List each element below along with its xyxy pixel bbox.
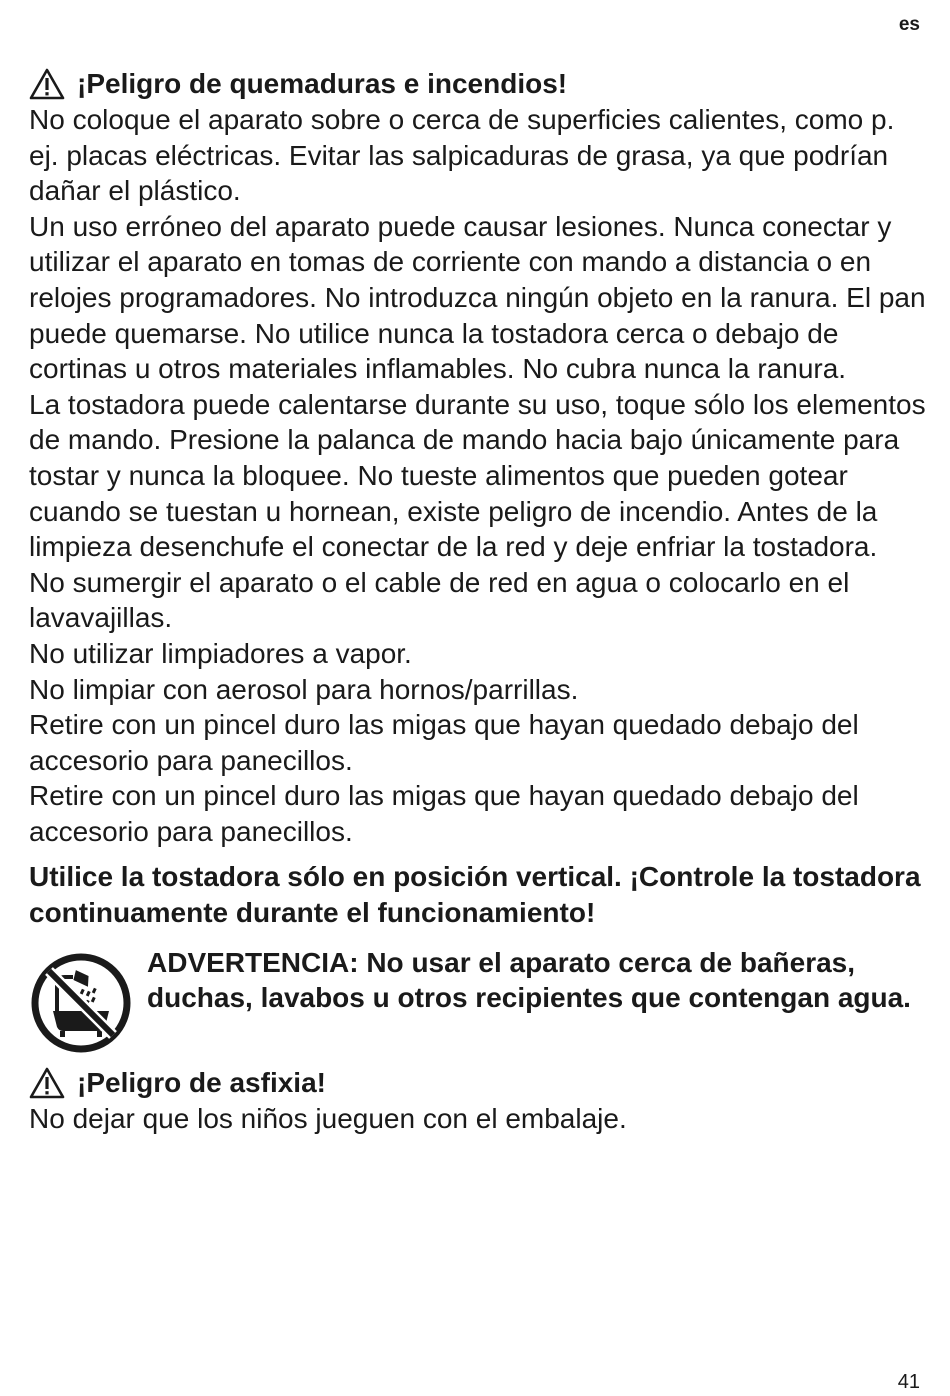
page-content <box>29 66 929 1136</box>
burn-paragraph-6: No limpiar con aerosol para hornos/parrillas. <box>29 673 579 705</box>
suffocation-heading-text: ¡Peligro de asfixia! <box>77 1066 326 1098</box>
suffocation-text: No dejar que los niños jueguen con el embalaje. <box>29 1102 627 1134</box>
burn-paragraph-7: Retire con un pincel duro las migas que hayan quedado debajo del accesorio para panecillos. <box>29 709 859 776</box>
warning-triangle-icon <box>29 1067 65 1099</box>
suffocation-section <box>29 1065 929 1137</box>
burn-paragraph-1: No coloque el aparato sobre o cerca de superficies calientes, como p. ej. placas eléctricas. Evitar las salpicaduras de grasa, ya que podrían dañar el plástico. <box>29 104 895 207</box>
water-warning-text: ADVERTENCIA: No usar el aparato cerca de bañeras, duchas, lavabos u otros recipientes que contengan agua. <box>147 946 911 1014</box>
suffocation-heading <box>29 1065 929 1101</box>
burn-paragraph-4: No sumergir el aparato o el cable de red en agua o colocarlo en el lavavajillas. <box>29 566 850 634</box>
burn-paragraph-2: Un uso erróneo del aparato puede causar lesiones. Nunca conectar y utilizar el aparato en tomas de corriente con mando a distancia o en relojes programadores. No introduzca ningún objeto en la ranura. El pan puede quemarse. No utilice nunca la tostadora cerca o debajo de cortinas u otros materiales inflamables. No cubra nunca la ranura. <box>29 210 926 385</box>
warning-triangle-icon <box>29 68 65 100</box>
burn-paragraph-8: Retire con un pincel duro las migas que hayan quedado debajo del accesorio para panecillos. <box>29 780 859 847</box>
burn-paragraph-3: La tostadora puede calentarse durante su uso, toque sólo los elementos de mando. Presione la palanca de mando hacia bajo únicamente para tostar y nunca la bloquee. No tueste alimentos que pueden gotear cuando se tuestan u hornean, existe peligro de incendio. Antes de la limpieza desenchufe el conectar de la red y deje enfriar la tostadora. <box>29 388 926 563</box>
burn-paragraph-5: No utilizar limpiadores a vapor. <box>29 637 412 669</box>
language-code: es <box>898 14 920 35</box>
vertical-use-note: Utilice la tostadora sólo en posición vertical. ¡Controle la tostadora continuamente durante el funcionamiento! <box>29 861 921 929</box>
water-warning <box>29 945 929 1055</box>
burn-heading <box>29 66 929 102</box>
page-number: 41 <box>897 1371 920 1393</box>
no-bath-shower-icon <box>29 951 133 1055</box>
burn-heading-text: ¡Peligro de quemaduras e incendios! <box>77 68 568 99</box>
